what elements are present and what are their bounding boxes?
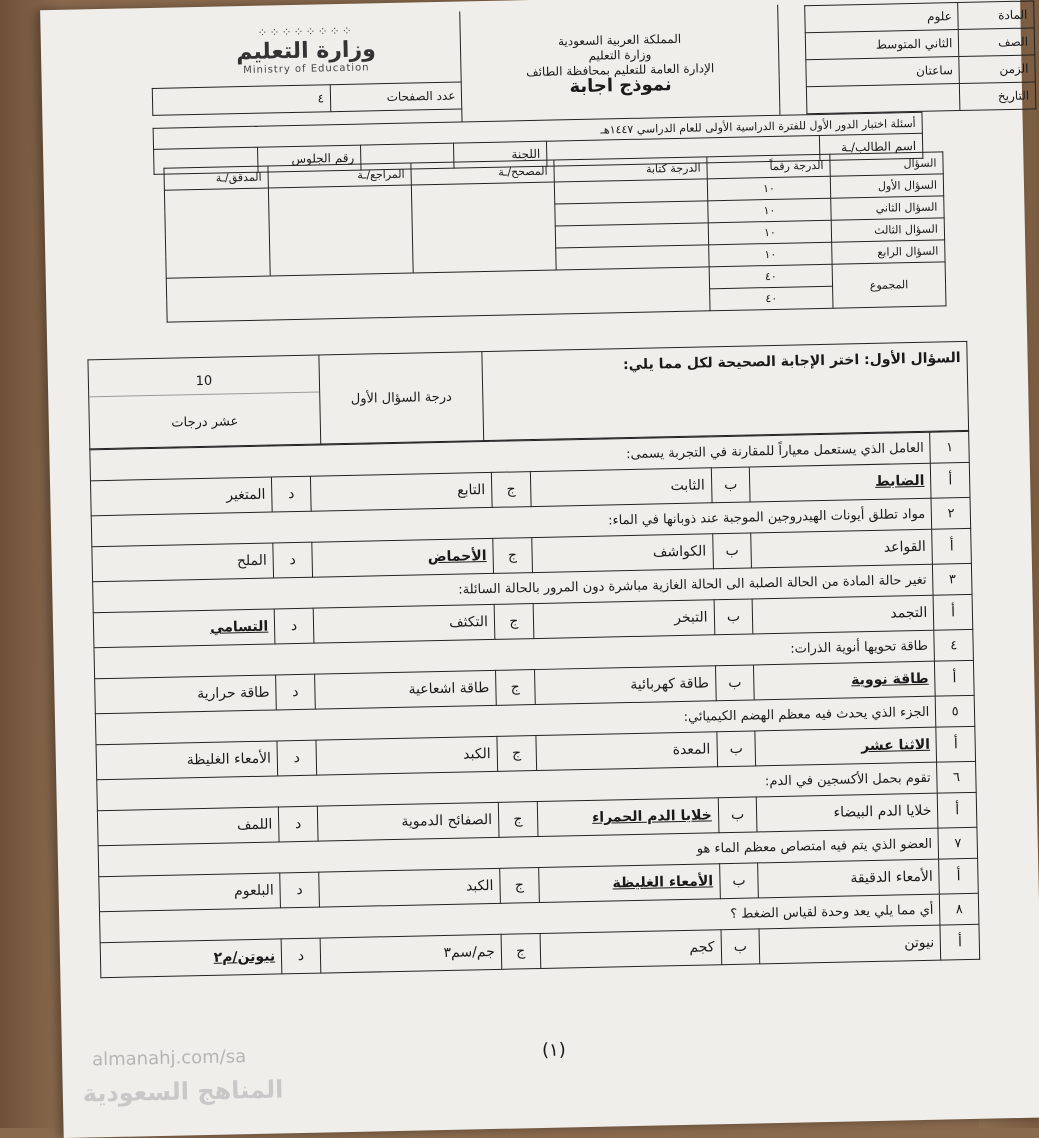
option-c[interactable]: الأحماض (312, 538, 494, 577)
question-text: العضو الذي يتم فيه امتصاص معظم الماء هو (98, 828, 939, 877)
option-d[interactable]: التسامي (93, 609, 275, 648)
question-text: الجزء الذي يحدث فيه معظم الهضم الكيميائي: (95, 696, 936, 745)
subject-info-table (804, 0, 1036, 114)
pages-label: عدد الصفحات (330, 82, 462, 112)
grades-grid (163, 151, 946, 322)
option-letter-d: د (273, 542, 312, 578)
option-c[interactable]: الكبد (319, 868, 501, 907)
option-a[interactable]: التجمد (752, 595, 934, 634)
option-letter-d: د (277, 740, 316, 776)
grade-value: ١٠ (707, 176, 830, 201)
subject-label: المادة (958, 0, 1034, 29)
option-c[interactable]: جم/سم٣ (320, 934, 502, 973)
option-c[interactable]: الكبد (316, 736, 498, 775)
option-b[interactable]: التبخر (533, 600, 715, 639)
option-d[interactable]: الأمعاء الغليظة (96, 741, 278, 780)
page-number: (١) (541, 1039, 566, 1061)
option-c[interactable]: التكثف (313, 604, 495, 643)
option-letter-c: ج (491, 472, 530, 508)
option-letter-b: ب (712, 533, 752, 569)
option-a[interactable]: الأمعاء الدقيقة (758, 859, 940, 898)
option-letter-a: أ (940, 924, 979, 960)
option-letter-b: ب (714, 599, 754, 635)
q1-grade-cell (88, 355, 321, 449)
exam-header (150, 2, 1030, 175)
question-text: تقوم بحمل الأكسجين في الدم: (97, 762, 938, 811)
corrector-cell (411, 182, 556, 273)
question-number: ٢ (931, 497, 970, 529)
option-letter-b: ب (715, 665, 755, 701)
grade-question: السؤال الثالث (831, 218, 944, 242)
option-c[interactable]: التابع (310, 472, 492, 511)
option-letter-c: ج (497, 736, 536, 772)
option-d[interactable]: البلعوم (99, 873, 281, 912)
q1-questions (89, 431, 980, 978)
committee-label: اللجنة (453, 141, 547, 168)
option-a[interactable]: القواعد (751, 529, 933, 568)
grade-value: ١٠ (708, 198, 831, 223)
header-table (150, 2, 1030, 128)
option-d[interactable]: المتغير (90, 477, 272, 516)
time-value: ساعتان (806, 56, 960, 86)
reviewer-cell (268, 185, 413, 276)
grade-value: الثاني المتوسط (805, 29, 959, 59)
grades-header-words: الدرجة كتابة (554, 157, 707, 182)
exam-paper (40, 0, 1039, 1138)
option-b[interactable]: الكواشف (531, 534, 713, 573)
grade-question: السؤال الثاني (831, 196, 944, 220)
option-letter-d: د (274, 608, 313, 644)
model-title: نموذج اجابة (569, 74, 672, 98)
time-label: الزمن (959, 54, 1035, 83)
option-a[interactable]: الاثنا عشر (755, 727, 937, 766)
option-b[interactable]: طاقة كهربائية (534, 666, 716, 705)
ministry-logo-icon: ⁘⁘⁘⁘⁘⁘⁘⁘ (257, 23, 354, 40)
grades-header-question: السؤال (830, 152, 943, 176)
option-letter-d: د (280, 872, 319, 908)
option-c[interactable]: الصفائح الدموية (317, 802, 499, 841)
option-a[interactable]: خلايا الدم البيضاء (757, 793, 939, 832)
grades-header-reviewer: المراجع/ـة (268, 163, 411, 188)
option-letter-a: أ (935, 660, 974, 696)
option-letter-b: ب (716, 731, 756, 767)
auditor-cell (164, 188, 270, 278)
question-text: العامل الذي يستعمل معياراً للمقارنة في التجربة يسمى: (90, 432, 931, 481)
option-b[interactable]: المعدة (536, 732, 718, 771)
date-label: التاريخ (960, 81, 1036, 110)
grade-label: الصف (959, 27, 1035, 56)
grade-words (554, 179, 707, 204)
question-one (87, 341, 980, 978)
grade-value: ١٠ (708, 220, 831, 245)
admin-line: الإدارة العامة للتعليم بمحافظة الطائف (526, 61, 715, 80)
option-letter-b: ب (711, 467, 751, 503)
option-letter-a: أ (931, 462, 970, 498)
option-b[interactable]: خلايا الدم الحمراء (537, 798, 719, 837)
question-number: ٧ (938, 827, 977, 859)
option-c[interactable]: طاقة اشعاعية (314, 670, 496, 709)
exam-title: أسئلة اختبار الدور الأول للفترة الدراسية الأولى للعام الدراسي ١٤٤٧هـ (153, 112, 922, 149)
option-letter-d: د (279, 806, 318, 842)
ministry-logo (151, 11, 462, 88)
ministry-name-ar: وزارة التعليم (235, 37, 377, 66)
option-letter-d: د (276, 674, 315, 710)
total-value-2: ٤٠ (710, 286, 833, 311)
question-number: ٥ (935, 695, 974, 727)
question-text: طاقة تحويها أنوية الذرات: (94, 630, 935, 679)
subject-info-cell (778, 2, 1030, 115)
title-block (460, 5, 780, 122)
option-letter-c: ج (501, 934, 540, 970)
question-number: ٣ (933, 563, 972, 595)
grade-words (556, 245, 709, 270)
student-label: اسم الطالب/ـة (819, 133, 923, 160)
date-value (806, 83, 960, 113)
grade-words (555, 223, 708, 248)
option-letter-c: ج (493, 538, 532, 574)
option-a[interactable]: الضابط (750, 463, 932, 502)
grade-question: السؤال الرابع (832, 240, 945, 264)
total-label: المجموع (832, 262, 946, 308)
option-letter-b: ب (721, 929, 761, 965)
option-d[interactable]: نيوتن/م٢ (100, 939, 282, 978)
pages-value: ٤ (152, 85, 331, 116)
question-text: تغير حالة المادة من الحالة الصلبة الى الحالة الغازية مباشرة دون المرور بالحالة السائلة: (93, 564, 934, 613)
ministry-name-en: Ministry of Education (243, 62, 370, 77)
grades-header-numeric: الدرجة رقماً (707, 154, 830, 179)
option-letter-a: أ (936, 726, 975, 762)
q1-grade-label: درجة السؤال الأول (319, 352, 484, 444)
question-number: ٤ (934, 629, 973, 661)
option-letter-a: أ (933, 594, 972, 630)
seat-label: رقم الجلوس (258, 145, 362, 172)
option-a[interactable]: نيوتن (759, 925, 941, 964)
option-letter-a: أ (939, 858, 978, 894)
q1-grade-words: عشر درجات (171, 414, 239, 431)
option-letter-a: أ (938, 792, 977, 828)
option-letter-c: ج (494, 604, 533, 640)
grades-table (163, 151, 946, 322)
question-number: ٦ (937, 761, 976, 793)
option-a[interactable]: طاقة نووية (754, 661, 936, 700)
subject-value: علوم (805, 2, 959, 32)
question-text: أي مما يلي يعد وحدة لقياس الضغط ؟ (99, 894, 940, 943)
grades-header-corrector: المصحح/ـة (411, 160, 554, 185)
kingdom-text: المملكة العربية السعودية (557, 31, 682, 49)
grade-value: ١٠ (709, 242, 832, 267)
option-letter-c: ج (498, 802, 537, 838)
question-text: مواد تطلق أيونات الهيدروجين الموجبة عند ذوبانها في الماء: (91, 498, 932, 547)
q1-title: السؤال الأول: اختر الإجابة الصحيحة لكل مما يلي: (482, 341, 969, 440)
option-letter-a: أ (932, 528, 971, 564)
option-b[interactable]: الأمعاء الغليظة (538, 864, 720, 903)
question-number: ١ (930, 431, 969, 463)
option-letter-d: د (281, 938, 320, 974)
option-d[interactable]: الملح (92, 543, 274, 582)
option-letter-b: ب (719, 863, 759, 899)
option-b[interactable]: كجم (540, 930, 722, 969)
q1-grade-num: 10 (89, 372, 319, 398)
option-letter-b: ب (718, 797, 758, 833)
grades-header-auditor: المدقق/ـة (164, 166, 268, 190)
option-letter-c: ج (495, 670, 534, 706)
question-number: ٨ (940, 893, 979, 925)
site-watermark-ar: المناهج السعودية (82, 1075, 284, 1108)
option-letter-d: د (272, 476, 311, 512)
total-value: ٤٠ (709, 264, 832, 289)
option-b[interactable]: الثابت (530, 468, 712, 507)
ministry-line: وزارة التعليم (588, 47, 652, 63)
option-d[interactable]: طاقة حرارية (95, 675, 277, 714)
grade-words (555, 201, 708, 226)
option-letter-c: ج (500, 868, 539, 904)
option-d[interactable]: اللمف (97, 807, 279, 846)
site-watermark: almanahj.com/sa (91, 1046, 247, 1071)
grade-question: السؤال الأول (830, 174, 943, 198)
